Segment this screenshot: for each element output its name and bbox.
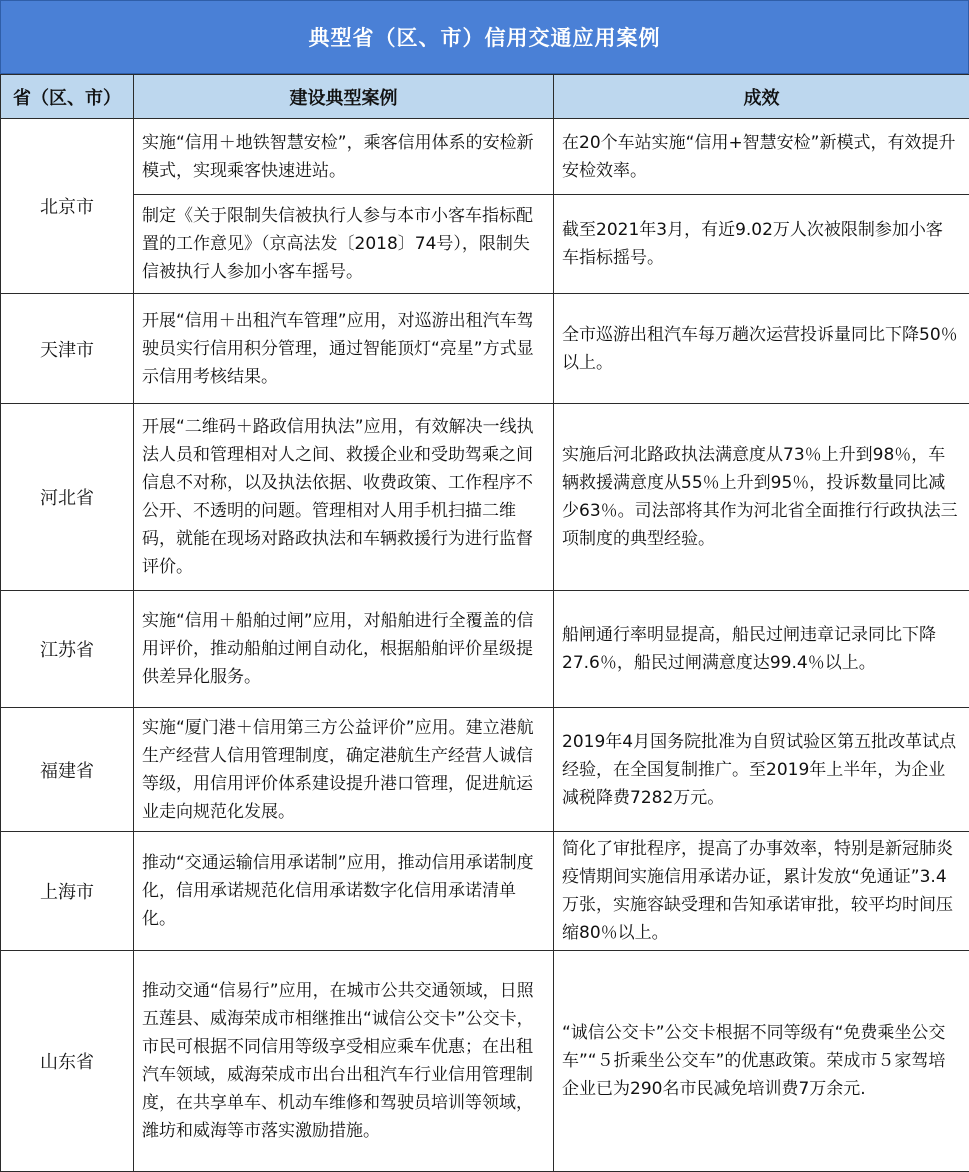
table-row (1, 119, 969, 195)
result-cell: 全市巡游出租汽车每万趟次运营投诉量同比下降50％以上。 (554, 294, 969, 404)
table-row (1, 591, 969, 708)
result-cell: 简化了审批程序，提高了办事效率，特别是新冠肺炎疫情期间实施信用承诺办证，累计发放“免通证”3.4万张，实施容缺受理和告知承诺审批，较平均时间压缩80％以上。 (554, 832, 969, 951)
province-cell: 天津市 (1, 294, 134, 404)
province-cell: 福建省 (1, 708, 134, 832)
case-cell: 推动交通“信易行”应用，在城市公共交通领域，日照五莲县、威海荣成市相继推出“诚信公交卡”公交卡，市民可根据不同信用等级享受相应乘车优惠；在出租汽车领域，威海荣成市出台出租汽车行业信用管理制度，在共享单车、机动车维修和驾驶员培训等领域，潍坊和威海等市落实激励措施。 (134, 951, 554, 1172)
province-cell: 北京市 (1, 119, 134, 294)
result-cell: 在20个车站实施“信用+智慧安检”新模式，有效提升安检效率。 (554, 119, 969, 195)
table-row (1, 951, 969, 1172)
table-row (1, 832, 969, 951)
case-cell: 开展“信用＋出租汽车管理”应用，对巡游出租汽车驾驶员实行信用积分管理，通过智能顶灯“亮星”方式显示信用考核结果。 (134, 294, 554, 404)
case-cell: 实施“信用＋船舶过闸”应用，对船舶进行全覆盖的信用评价，推动船舶过闸自动化，根据船舶评价星级提供差异化服务。 (134, 591, 554, 708)
table-row (1, 195, 969, 294)
case-cell: 实施“信用＋地铁智慧安检”，乘客信用体系的安检新模式，实现乘客快速进站。 (134, 119, 554, 195)
table-row (1, 294, 969, 404)
province-cell: 江苏省 (1, 591, 134, 708)
case-cell: 推动“交通运输信用承诺制”应用，推动信用承诺制度化，信用承诺规范化信用承诺数字化信用承诺清单化。 (134, 832, 554, 951)
case-cell: 实施“厦门港＋信用第三方公益评价”应用。建立港航生产经营人信用管理制度，确定港航生产经营人诚信等级，用信用评价体系建设提升港口管理，促进航运业走向规范化发展。 (134, 708, 554, 832)
result-cell: 实施后河北路政执法满意度从73％上升到98％，车辆救援满意度从55％上升到95％，投诉数量同比减少63％。司法部将其作为河北省全面推行行政执法三项制度的典型经验。 (554, 404, 969, 591)
province-cell: 山东省 (1, 951, 134, 1172)
result-cell: 船闸通行率明显提高，船民过闸违章记录同比下降27.6％，船民过闸满意度达99.4％以上。 (554, 591, 969, 708)
result-cell: 2019年4月国务院批准为自贸试验区第五批改革试点经验，在全国复制推广。至2019年上半年，为企业减税降费7282万元。 (554, 708, 969, 832)
province-cell: 上海市 (1, 832, 134, 951)
table-row (1, 404, 969, 591)
case-cell: 制定《关于限制失信被执行人参与本市小客车指标配置的工作意见》（京高法发〔2018〕74号），限制失信被执行人参加小客车摇号。 (134, 195, 554, 294)
header-case: 建设典型案例 (134, 75, 554, 119)
table-row (1, 708, 969, 832)
result-cell: “诚信公交卡”公交卡根据不同等级有“免费乘坐公交车”“５折乘坐公交车”的优惠政策。荣成市５家驾培企业已为290名市民减免培训费7万余元. (554, 951, 969, 1172)
header-province: 省（区、市） (1, 75, 134, 119)
result-cell: 截至2021年3月，有近9.02万人次被限制参加小客车指标摇号。 (554, 195, 969, 294)
case-table (0, 74, 969, 1172)
table-title: 典型省（区、市）信用交通应用案例 (0, 0, 969, 74)
case-cell: 开展“二维码＋路政信用执法”应用，有效解决一线执法人员和管理相对人之间、救援企业和受助驾乘之间信息不对称，以及执法依据、收费政策、工作程序不公开、不透明的问题。管理相对人用手机扫描二维码，就能在现场对路政执法和车辆救援行为进行监督评价。 (134, 404, 554, 591)
header-result: 成效 (554, 75, 969, 119)
header-row (1, 75, 969, 119)
province-cell: 河北省 (1, 404, 134, 591)
